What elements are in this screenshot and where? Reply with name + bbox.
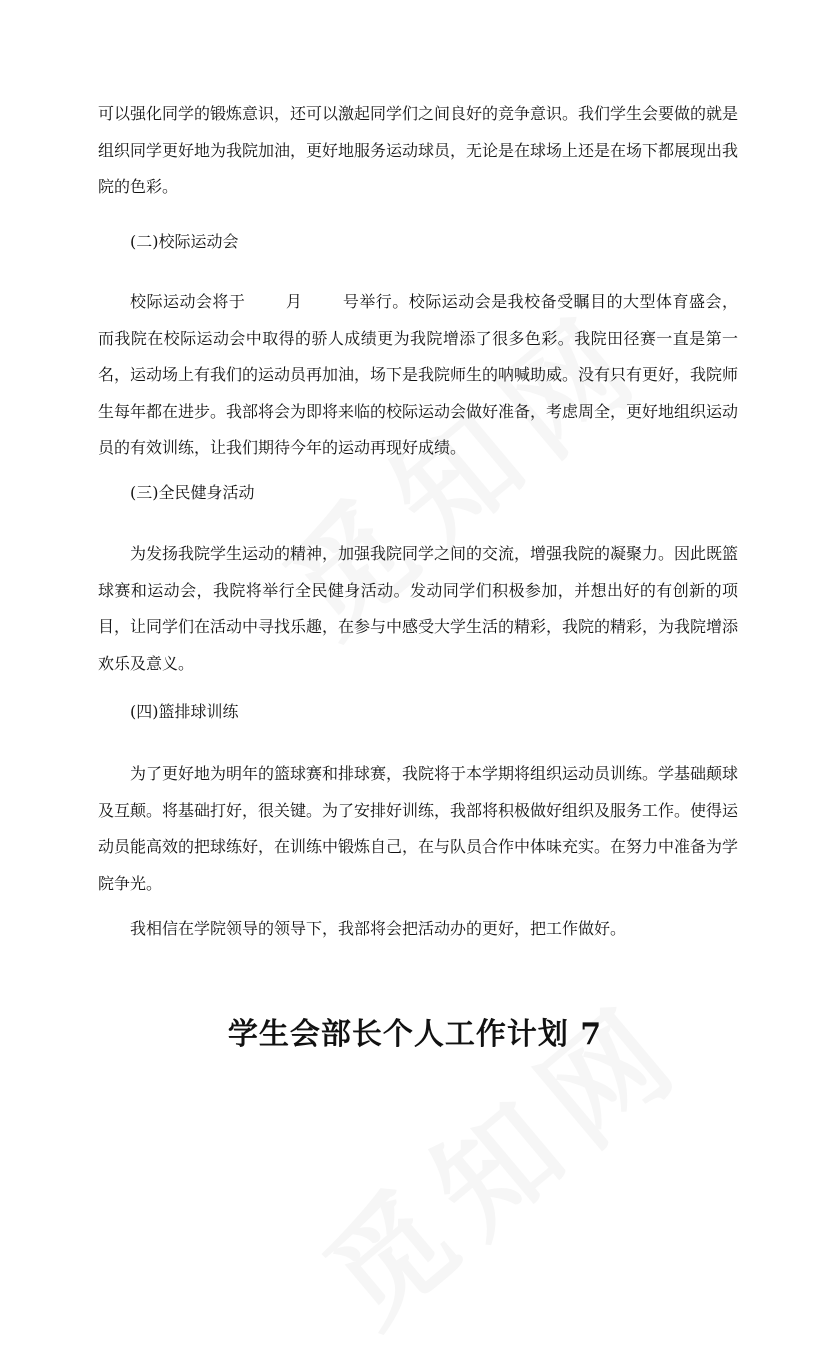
paragraph-intro-continued: 可以强化同学的锻炼意识，还可以激起同学们之间良好的竞争意识。我们学生会要做的就是组织同学更好地为我院加油，更好地服务运动球员，无论是在球场上还是在场下都展现出我院的色彩。 xyxy=(98,104,739,196)
section-heading-fitness-activity: (三)全民健身活动 xyxy=(130,483,255,502)
paragraph-closing: 我相信在学院领导的领导下，我部将会把活动办的更好，把工作做好。 xyxy=(130,919,627,938)
section-heading-inter-school-games: (二)校际运动会 xyxy=(130,232,239,251)
games-text-rest: 号举行。校际运动会是我校备受瞩目的大型体育盛会，而我院在校际运动会中取得的骄人成绩更为我院增添了很多色彩。我院田径赛一直是第一名，运动场上有我们的运动员再加油，场下是我院师生的呐喊助威。没有只有更好，我院师生每年都在进步。我部将会为即将来临的校际运动会做好准备，考虑周全，更好地组织运动员的有效训练，让我们期待今年的运动再现好成绩。 xyxy=(98,292,739,457)
section-heading-ball-training: (四)篮排球训练 xyxy=(130,702,239,721)
paragraph-fitness-activity: 为发扬我院学生运动的精神，加强我院同学之间的交流，增强我院的凝聚力。因此既篮球赛和运动会，我院将举行全民健身活动。发动同学们积极参加，并想出好的有创新的项目，让同学们在活动中寻找乐趣，在参与中感受大学生活的精彩，我院的精彩，为我院增添欢乐及意义。 xyxy=(98,544,739,673)
games-text-start: 校际运动会将于 xyxy=(130,292,246,311)
paragraph-inter-school-games xyxy=(98,284,738,467)
paragraph-ball-training: 为了更好地为明年的篮球赛和排球赛，我院将于本学期将组织运动员训练。学基础颠球及互颠。将基础打好，很关键。为了安排好训练，我部将积极做好组织及服务工作。使得运动员能高效的把球练好，在训练中锻炼自己，在与队员合作中体味充实。在努力中准备为学院争光。 xyxy=(98,764,739,893)
section-title: 学生会部长个人工作计划 7 xyxy=(227,1017,603,1052)
games-month-label: 月 xyxy=(285,292,303,311)
